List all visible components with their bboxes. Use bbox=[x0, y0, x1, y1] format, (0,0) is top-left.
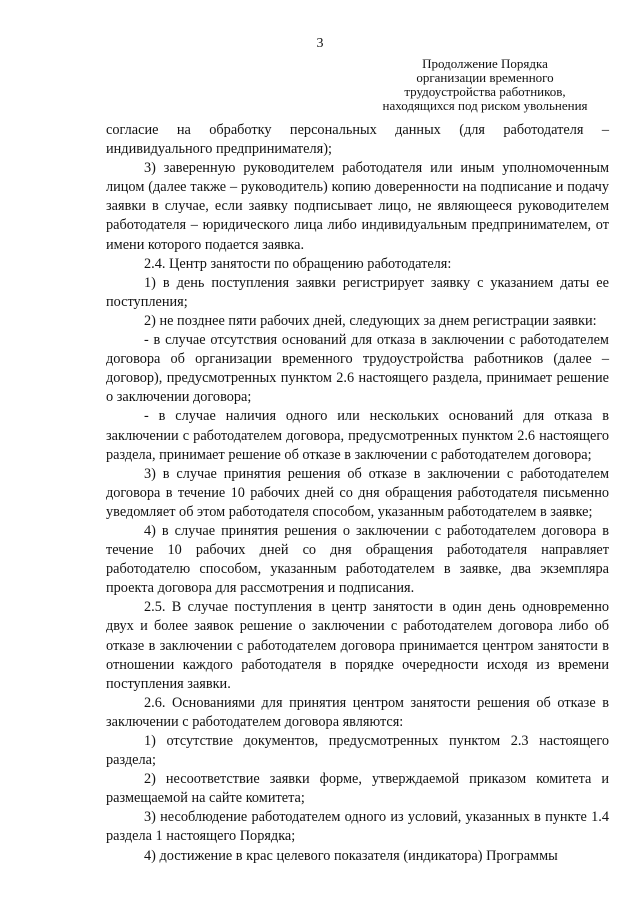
paragraph: 3) заверенную руководителем работодателя или иным уполномоченным лицом (далее также – руководитель) копию доверенности на подписание и подачу заявки в случае, если заявку подписывает лицо, не являющееся руководителем работодателя – юридического лица либо индивидуальным предпринимателем, от имени которого подается заявка. bbox=[106, 160, 609, 253]
document-body bbox=[106, 121, 609, 866]
header-line: Продолжение Порядка bbox=[422, 56, 548, 71]
paragraph: согласие на обработку персональных данных (для работодателя – индивидуального предпринимателя); bbox=[106, 122, 609, 158]
list-item: 3) в случае принятия решения об отказе в заключении с работодателем договора в течение 10 рабочих дней со дня обращения работодателя письменно уведомляет об этом работодателя способом, указанным работодателем в заявке; bbox=[106, 465, 609, 520]
dash-item: - в случае отсутствия оснований для отказа в заключении с работодателем договора об организации временного трудоустройства работников (далее – договор), предусмотренных пунктом 2.6 настоящего раздела, принимает решение о заключении договора; bbox=[106, 332, 609, 406]
list-item: 1) в день поступления заявки регистрирует заявку с указанием даты ее поступления; bbox=[106, 274, 609, 310]
list-item: 1) отсутствие документов, предусмотренных пунктом 2.3 настоящего раздела; bbox=[106, 733, 609, 769]
header-line: трудоустройства работников, bbox=[404, 84, 566, 99]
list-item: 4) в случае принятия решения о заключении с работодателем договора в течение 10 рабочих дней со дня обращения работодателя направляет работодателю способом, указанным работодателем в заявке, два экземпляра проекта договора для рассмотрения и подписания. bbox=[106, 522, 609, 597]
list-item: 4) достижение в крас целевого показателя (индикатора) Программы bbox=[144, 847, 558, 864]
dash-item: - в случае наличия одного или нескольких оснований для отказа в заключении с работодателем договора, предусмотренных пунктом 2.6 настоящего раздела, принимает решение об отказе в заключении с работодателем договора; bbox=[106, 408, 609, 463]
paragraph: 2.6. Основаниями для принятия центром занятости решения об отказе в заключении с работодателем договора являются: bbox=[106, 694, 609, 730]
list-item: 2) несоответствие заявки форме, утверждаемой приказом комитета и размещаемой на сайте комитета; bbox=[106, 771, 609, 807]
paragraph: 2.5. В случае поступления в центр занятости в один день одновременно двух и более заявок решение о заключении с работодателем договора либо об отказе в заключении с работодателем договора принимается центром занятости в отношении каждого работодателя в порядке очередности исходя из времени поступления заявки. bbox=[106, 599, 609, 692]
continuation-header bbox=[360, 57, 610, 113]
section-heading: 2.4. Центр занятости по обращению работодателя: bbox=[144, 255, 452, 272]
list-item: 3) несоблюдение работодателем одного из условий, указанных в пункте 1.4 раздела 1 настоящего Порядка; bbox=[106, 809, 609, 845]
list-item: 2) не позднее пяти рабочих дней, следующих за днем регистрации заявки: bbox=[144, 312, 597, 329]
page-number: 3 bbox=[316, 36, 324, 51]
header-line: организации временного bbox=[416, 70, 554, 85]
header-line: находящихся под риском увольнения bbox=[382, 98, 588, 113]
